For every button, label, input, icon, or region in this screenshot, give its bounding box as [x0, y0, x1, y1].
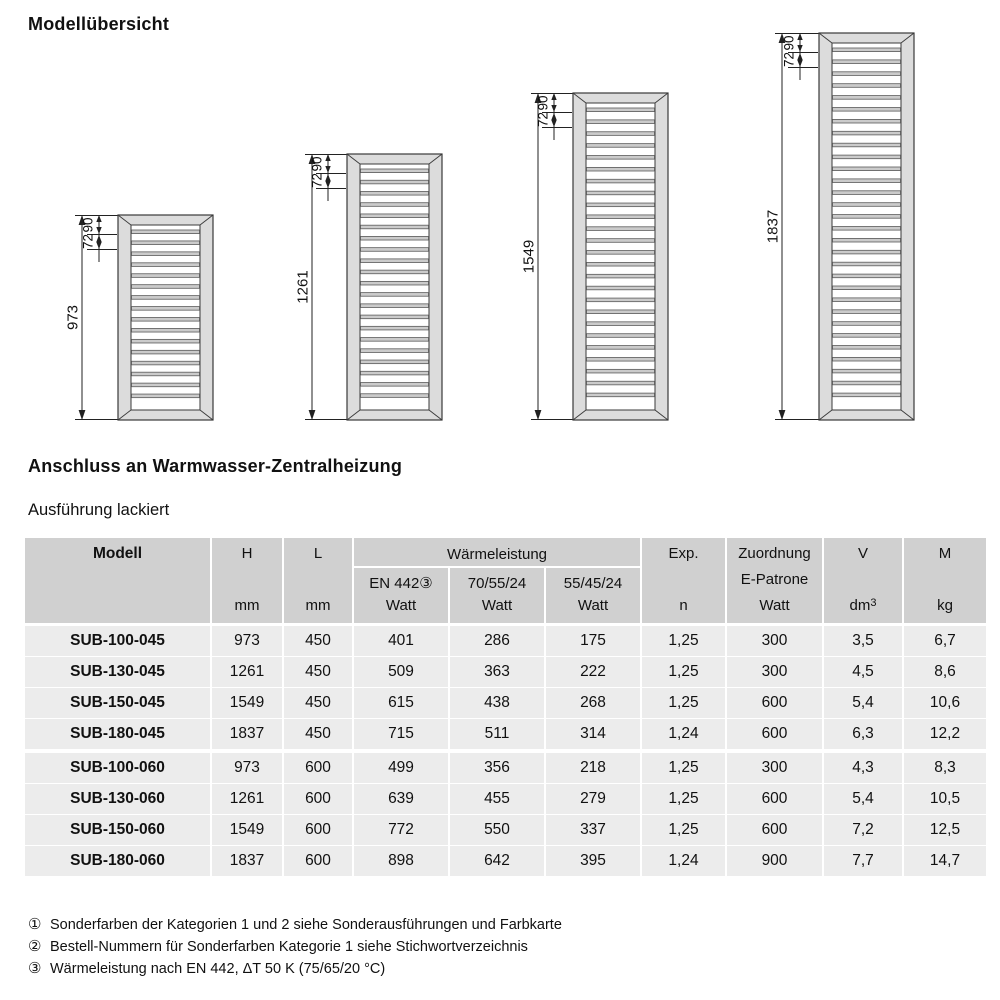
- col-label-v: V: [857, 545, 868, 562]
- radiator-rung: [833, 238, 901, 242]
- radiator-rung: [587, 132, 655, 136]
- radiator-rung: [132, 296, 200, 300]
- arrow-up-icon: [797, 33, 802, 40]
- value-cell: 450: [284, 719, 352, 749]
- radiator-rung: [587, 227, 655, 231]
- value-cell: 279: [546, 784, 640, 814]
- col-unit-m: kg: [937, 597, 953, 614]
- value-cell: 1,24: [642, 846, 725, 876]
- radiator-rung: [587, 251, 655, 255]
- radiator-rung: [587, 179, 655, 183]
- table-row: [25, 815, 986, 845]
- arrow-up-icon: [325, 154, 330, 161]
- radiator-rung: [833, 227, 901, 231]
- value-cell: 314: [546, 719, 640, 749]
- footnote: [28, 958, 562, 980]
- table-row: [25, 784, 986, 814]
- footnote-marker: ①: [28, 916, 42, 933]
- radiator-rung: [361, 371, 429, 375]
- value-cell: 450: [284, 657, 352, 687]
- value-cell: 1,24: [642, 719, 725, 749]
- radiator-rung: [361, 326, 429, 330]
- value-cell: 7,7: [824, 846, 902, 876]
- radiator-rung: [361, 360, 429, 364]
- value-cell: 600: [284, 784, 352, 814]
- arrow-up-icon: [96, 215, 101, 222]
- col-header-zuordnung: [727, 538, 822, 623]
- value-cell: 5,4: [824, 688, 902, 718]
- value-cell: 363: [450, 657, 544, 687]
- arrow-up-icon: [551, 93, 556, 100]
- radiator-rung: [587, 298, 655, 302]
- col-header-554524: [546, 568, 640, 623]
- radiator-rung: [587, 369, 655, 373]
- value-cell: 600: [727, 688, 822, 718]
- model-name-cell: SUB-180-045: [25, 719, 210, 749]
- value-cell: 450: [284, 688, 352, 718]
- value-cell: 600: [727, 815, 822, 845]
- waermeleistung-subcolumns: [354, 568, 640, 623]
- arrow-down-icon: [309, 410, 316, 420]
- arrow-down-icon: [779, 410, 786, 420]
- value-cell: 12,5: [904, 815, 986, 845]
- dim-90-label: 90: [309, 156, 325, 172]
- col-unit-en442: Watt: [385, 597, 417, 614]
- value-cell: 499: [354, 753, 448, 783]
- col-header-v: [824, 538, 902, 623]
- value-cell: 1,25: [642, 626, 725, 656]
- radiator-rung: [833, 155, 901, 159]
- col-header-m: [904, 538, 986, 623]
- value-cell: 6,7: [904, 626, 986, 656]
- value-cell: 973: [212, 626, 282, 656]
- radiator-rung: [587, 334, 655, 338]
- radiator-rung: [587, 310, 655, 314]
- model-name-cell: SUB-180-060: [25, 846, 210, 876]
- radiator-rung: [587, 191, 655, 195]
- value-cell: 14,7: [904, 846, 986, 876]
- radiator-rung: [361, 304, 429, 308]
- radiator-rung: [132, 263, 200, 267]
- value-cell: 600: [284, 846, 352, 876]
- arrow-down-icon: [797, 60, 802, 67]
- arrow-down-icon: [551, 120, 556, 127]
- arrow-up-icon: [551, 113, 556, 120]
- radiator-rung: [833, 108, 901, 112]
- radiator-rung: [132, 383, 200, 387]
- radiator-rung: [361, 270, 429, 274]
- radiator-rung: [833, 357, 901, 361]
- value-cell: 772: [354, 815, 448, 845]
- value-cell: 3,5: [824, 626, 902, 656]
- radiator-diagram: [295, 154, 443, 420]
- radiator-rung: [361, 394, 429, 398]
- radiator-rung: [587, 322, 655, 326]
- radiator-rung: [833, 143, 901, 147]
- radiator-rung: [833, 322, 901, 326]
- radiator-diagram: [65, 215, 214, 420]
- table-row-group: [25, 753, 986, 876]
- col-header-exp: [642, 538, 725, 623]
- radiator-rung: [833, 369, 901, 373]
- col-label-en442: EN 442③: [369, 575, 433, 592]
- footnote: [28, 914, 562, 936]
- radiator-rung: [361, 281, 429, 285]
- value-cell: 268: [546, 688, 640, 718]
- radiator-rung: [833, 346, 901, 350]
- value-cell: 356: [450, 753, 544, 783]
- dim-90-label: 90: [80, 217, 96, 233]
- footnote-text: Wärmeleistung nach EN 442, ΔT 50 K (75/65/20 °C): [50, 961, 386, 977]
- value-cell: 509: [354, 657, 448, 687]
- model-name-cell: SUB-150-045: [25, 688, 210, 718]
- radiator-rung: [132, 241, 200, 245]
- col-unit-exp: n: [679, 597, 688, 614]
- value-cell: 8,3: [904, 753, 986, 783]
- table-row: [25, 846, 986, 876]
- radiator-rung: [587, 274, 655, 278]
- col-label-modell: Modell: [92, 545, 143, 562]
- radiator-rung: [833, 72, 901, 76]
- dim-90-label: 90: [535, 95, 551, 111]
- footnotes: [28, 914, 562, 980]
- radiator-rung: [132, 350, 200, 354]
- arrow-down-icon: [325, 166, 330, 173]
- radiator-rung: [833, 286, 901, 290]
- value-cell: 5,4: [824, 784, 902, 814]
- radiator-rung: [833, 215, 901, 219]
- value-cell: 218: [546, 753, 640, 783]
- radiator-rung: [587, 120, 655, 124]
- value-cell: 8,6: [904, 657, 986, 687]
- radiator-rung: [587, 156, 655, 160]
- radiator-diagram: [521, 93, 669, 420]
- value-cell: 1549: [212, 815, 282, 845]
- radiator-rung: [361, 338, 429, 342]
- radiator-frame-inner: [586, 103, 655, 410]
- radiator-rung: [587, 239, 655, 243]
- radiator-rung: [587, 393, 655, 397]
- col-header-705524: [450, 568, 544, 623]
- table-header: [25, 538, 986, 623]
- radiator-rung: [833, 48, 901, 52]
- value-cell: 300: [727, 626, 822, 656]
- radiator-rung: [132, 285, 200, 289]
- radiator-rung: [361, 169, 429, 173]
- value-cell: 6,3: [824, 719, 902, 749]
- arrow-down-icon: [96, 227, 101, 234]
- value-cell: 1,25: [642, 784, 725, 814]
- value-cell: 401: [354, 626, 448, 656]
- value-cell: 395: [546, 846, 640, 876]
- radiator-rung: [132, 361, 200, 365]
- value-cell: 1,25: [642, 815, 725, 845]
- table-row: [25, 688, 986, 718]
- table-row: [25, 753, 986, 783]
- value-cell: 7,2: [824, 815, 902, 845]
- radiator-rung: [587, 215, 655, 219]
- dim-72-label: 72: [80, 233, 96, 250]
- value-cell: 337: [546, 815, 640, 845]
- dim-72-label: 72: [535, 111, 551, 128]
- radiator-rung: [132, 318, 200, 322]
- model-name-cell: SUB-130-045: [25, 657, 210, 687]
- value-cell: 900: [727, 846, 822, 876]
- value-cell: 286: [450, 626, 544, 656]
- radiator-rung: [833, 167, 901, 171]
- radiator-rung: [361, 180, 429, 184]
- arrow-up-icon: [325, 174, 330, 181]
- model-name-cell: SUB-150-060: [25, 815, 210, 845]
- col-unit-l: mm: [305, 597, 331, 614]
- radiator-rung: [833, 84, 901, 88]
- height-dimension-label: 1261: [294, 270, 312, 304]
- col-label-554524: 55/45/24: [563, 575, 623, 592]
- radiator-rung: [833, 96, 901, 100]
- value-cell: 10,5: [904, 784, 986, 814]
- radiator-rung: [361, 293, 429, 297]
- radiator-rung: [361, 236, 429, 240]
- value-cell: 4,5: [824, 657, 902, 687]
- radiator-rung: [833, 334, 901, 338]
- radiator-rung: [132, 252, 200, 256]
- radiator-rung: [833, 60, 901, 64]
- value-cell: 600: [727, 719, 822, 749]
- radiator-rung: [361, 259, 429, 263]
- col-label-zuordnung-1: Zuordnung: [738, 545, 811, 562]
- footnote-marker: ②: [28, 938, 42, 955]
- arrow-down-icon: [535, 410, 542, 420]
- value-cell: 973: [212, 753, 282, 783]
- radiator-rung: [587, 167, 655, 171]
- arrow-down-icon: [551, 105, 556, 112]
- value-cell: 600: [284, 753, 352, 783]
- radiator-rung: [587, 346, 655, 350]
- radiator-rung: [833, 310, 901, 314]
- arrow-down-icon: [79, 410, 86, 420]
- dim-72-label: 72: [309, 172, 325, 189]
- radiator-rung: [587, 203, 655, 207]
- col-label-zuordnung-2: E-Patrone: [740, 571, 809, 588]
- value-cell: 1837: [212, 846, 282, 876]
- arrow-down-icon: [96, 242, 101, 249]
- value-cell: 455: [450, 784, 544, 814]
- value-cell: 898: [354, 846, 448, 876]
- table-row-group: [25, 626, 986, 749]
- radiator-rung: [132, 307, 200, 311]
- table-row: [25, 626, 986, 656]
- radiator-rung: [833, 203, 901, 207]
- value-cell: 438: [450, 688, 544, 718]
- value-cell: 4,3: [824, 753, 902, 783]
- radiator-rung: [132, 328, 200, 332]
- value-cell: 300: [727, 657, 822, 687]
- radiator-rung: [587, 108, 655, 112]
- value-cell: 222: [546, 657, 640, 687]
- col-unit-h: mm: [234, 597, 260, 614]
- value-cell: 1549: [212, 688, 282, 718]
- value-cell: 1261: [212, 657, 282, 687]
- radiator-diagram: [765, 33, 915, 420]
- radiator-rung: [833, 250, 901, 254]
- value-cell: 511: [450, 719, 544, 749]
- value-cell: 715: [354, 719, 448, 749]
- table-row: [25, 719, 986, 749]
- dim-72-label: 72: [781, 51, 797, 68]
- radiator-rung: [361, 315, 429, 319]
- radiator-rung: [833, 381, 901, 385]
- footnote-marker: ③: [28, 960, 42, 977]
- value-cell: 1,25: [642, 688, 725, 718]
- radiator-rung: [833, 179, 901, 183]
- radiator-rung: [361, 383, 429, 387]
- radiator-rung: [361, 191, 429, 195]
- arrow-up-icon: [797, 53, 802, 60]
- table-body: [25, 626, 986, 876]
- col-header-en442: [354, 568, 448, 623]
- radiator-rung: [361, 349, 429, 353]
- col-header-modell: [25, 538, 210, 623]
- value-cell: 1261: [212, 784, 282, 814]
- value-cell: 300: [727, 753, 822, 783]
- footnote-text: Bestell-Nummern für Sonderfarben Kategorie 1 siehe Stichwortverzeichnis: [50, 939, 528, 955]
- col-unit-zuordnung: Watt: [759, 597, 790, 614]
- table-row: [25, 657, 986, 687]
- value-cell: 1,25: [642, 657, 725, 687]
- value-cell: 615: [354, 688, 448, 718]
- footnote-text: Sonderfarben der Kategorien 1 und 2 siehe Sonderausführungen und Farbkarte: [50, 917, 562, 933]
- value-cell: 642: [450, 846, 544, 876]
- radiator-rung: [833, 274, 901, 278]
- col-label-705524: 70/55/24: [467, 575, 527, 592]
- radiator-rung: [361, 225, 429, 229]
- col-unit-705524: Watt: [481, 597, 513, 614]
- arrow-down-icon: [325, 181, 330, 188]
- radiator-rung: [833, 393, 901, 397]
- group-label-waermeleistung: Wärmeleistung: [354, 538, 640, 568]
- dim-90-label: 90: [781, 35, 797, 51]
- radiator-rung: [132, 339, 200, 343]
- value-cell: 12,2: [904, 719, 986, 749]
- radiator-rung: [833, 298, 901, 302]
- radiator-rung: [132, 372, 200, 376]
- radiator-rung: [833, 191, 901, 195]
- radiator-rung: [132, 394, 200, 398]
- radiator-rung: [361, 248, 429, 252]
- value-cell: 175: [546, 626, 640, 656]
- col-header-waermeleistung: [354, 538, 640, 623]
- arrow-down-icon: [797, 45, 802, 52]
- height-dimension-label: 1837: [764, 209, 782, 244]
- section-title-connection: Anschluss an Warmwasser-Zentralheizung: [28, 456, 403, 476]
- col-unit-v: $dm^3$: [849, 597, 877, 614]
- radiator-rung: [587, 144, 655, 148]
- page-title: Modellübersicht: [28, 14, 170, 34]
- footnote: [28, 936, 562, 958]
- radiator-rung: [833, 119, 901, 123]
- col-label-exp: Exp.: [668, 545, 699, 562]
- col-header-h: [212, 538, 282, 623]
- col-header-l: [284, 538, 352, 623]
- col-label-m: M: [938, 545, 952, 562]
- value-cell: 450: [284, 626, 352, 656]
- radiator-rung: [587, 262, 655, 266]
- value-cell: 1837: [212, 719, 282, 749]
- value-cell: 10,6: [904, 688, 986, 718]
- radiator-rung: [833, 262, 901, 266]
- radiator-rung: [361, 203, 429, 207]
- radiator-rung: [132, 230, 200, 234]
- height-dimension-label: 1549: [520, 239, 538, 274]
- radiator-rung: [132, 274, 200, 278]
- model-name-cell: SUB-130-060: [25, 784, 210, 814]
- value-cell: 1,25: [642, 753, 725, 783]
- value-cell: 600: [727, 784, 822, 814]
- radiator-rung: [587, 357, 655, 361]
- radiator-rung: [833, 131, 901, 135]
- col-label-l: L: [313, 545, 323, 562]
- value-cell: 550: [450, 815, 544, 845]
- subsection-title-finish: Ausführung lackiert: [28, 501, 170, 519]
- col-label-h: H: [241, 545, 253, 562]
- arrow-up-icon: [96, 235, 101, 242]
- radiator-rung: [361, 214, 429, 218]
- radiator-rung: [587, 286, 655, 290]
- radiator-rung: [587, 381, 655, 385]
- model-diagrams: [0, 0, 1000, 450]
- model-name-cell: SUB-100-060: [25, 753, 210, 783]
- model-table: [25, 538, 986, 876]
- value-cell: 639: [354, 784, 448, 814]
- height-dimension-label: 973: [64, 304, 82, 331]
- col-unit-554524: Watt: [577, 597, 609, 614]
- model-name-cell: SUB-100-045: [25, 626, 210, 656]
- value-cell: 600: [284, 815, 352, 845]
